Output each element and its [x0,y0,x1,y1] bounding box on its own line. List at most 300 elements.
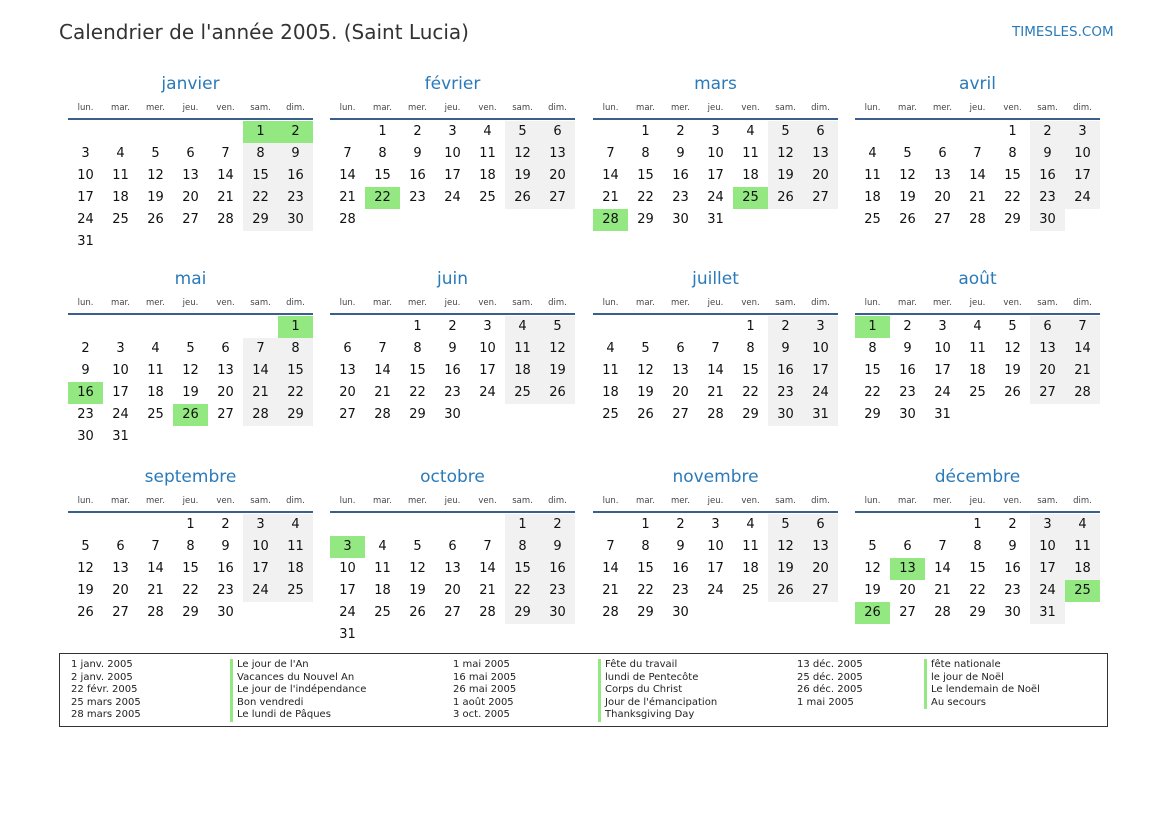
day-cell: 14 [147,561,164,576]
day-cell: 15 [278,360,313,382]
legend-holiday-name: Fête du travail [598,659,717,672]
day-cell: 17 [707,561,724,576]
day-cell: 21 [374,385,391,400]
day-cell: 17 [934,363,951,378]
legend-date: 1 mai 2005 [453,659,510,670]
holiday-day-cell: 1 [243,121,278,143]
day-cell: 18 [505,360,540,382]
legend-holiday-name: Vacances du Nouvel An [230,672,366,685]
weekday-label: sam. [512,103,533,113]
weekday-label: ven. [1003,298,1022,308]
weekday-label: lun. [602,103,619,113]
legend-date: 16 mai 2005 [453,671,517,683]
day-cell: 14 [707,363,724,378]
day-cell: 13 [803,536,838,558]
day-cell: 25 [112,212,129,227]
day-cell: 18 [1065,558,1100,580]
day-cell: 2 [448,319,457,334]
weekday-label: jeu. [707,298,724,308]
day-cell: 3 [483,319,492,334]
day-cell: 12 [1004,341,1021,356]
day-grid [68,514,313,646]
weekday-label: mar. [373,496,392,506]
day-cell: 14 [339,168,356,183]
day-cell: 11 [112,168,129,183]
day-cell: 9 [81,363,90,378]
day-cell: 6 [186,146,195,161]
day-cell: 25 [479,190,496,205]
weekday-label: mar. [898,298,917,308]
weekday-header [330,103,575,116]
day-cell: 4 [483,124,492,139]
day-cell: 21 [602,583,619,598]
weekday-label: dim. [286,298,305,308]
weekday-header [593,496,838,509]
day-cell: 30 [768,404,803,426]
day-cell: 5 [81,539,90,554]
legend-dates-col-3 [797,659,863,709]
day-cell: 23 [899,385,916,400]
day-cell: 30 [672,212,689,227]
day-cell: 29 [182,605,199,620]
day-cell: 19 [147,190,164,205]
day-cell: 27 [803,580,838,602]
month-divider [593,511,838,513]
day-cell: 26 [1004,385,1021,400]
day-cell: 4 [151,341,160,356]
day-cell: 16 [444,363,461,378]
day-cell: 15 [505,558,540,580]
day-cell: 26 [637,407,654,422]
weekday-label: jeu. [969,298,986,308]
weekday-label: ven. [478,103,497,113]
day-cell: 31 [112,429,129,444]
day-cell: 3 [116,341,125,356]
day-cell: 25 [864,212,881,227]
weekday-header [68,103,313,116]
day-cell: 1 [641,517,650,532]
day-cell: 11 [742,539,759,554]
day-cell: 24 [934,385,951,400]
day-cell: 5 [768,514,803,536]
legend-holiday-name: Thanksgiving Day [598,709,717,722]
day-cell: 28 [479,605,496,620]
weekday-label: mar. [898,496,917,506]
holiday-day-cell: 22 [365,187,400,209]
day-cell: 1 [641,124,650,139]
month-name: mai [174,269,207,289]
month-name: juillet [692,269,739,289]
day-cell: 31 [707,212,724,227]
holiday-day-cell: 28 [593,209,628,231]
day-cell: 30 [540,602,575,624]
day-cell: 28 [934,605,951,620]
day-cell: 7 [973,146,982,161]
day-cell: 15 [182,561,199,576]
day-cell: 13 [217,363,234,378]
day-cell: 12 [505,143,540,165]
weekday-label: mer. [146,103,165,113]
day-cell: 8 [641,146,650,161]
holiday-day-cell: 1 [278,316,313,338]
day-grid [593,316,838,448]
weekday-label: jeu. [969,496,986,506]
weekday-label: mer. [933,298,952,308]
legend-date: 26 déc. 2005 [797,684,863,696]
day-cell: 31 [934,407,951,422]
weekday-label: dim. [811,496,830,506]
month-name: novembre [672,467,759,487]
day-cell: 6 [448,539,457,554]
day-cell: 24 [243,580,278,602]
weekday-label: mer. [408,103,427,113]
day-cell: 4 [973,319,982,334]
day-cell: 2 [1008,517,1017,532]
day-cell: 9 [221,539,230,554]
weekday-label: lun. [77,496,94,506]
weekday-label: lun. [77,103,94,113]
day-cell: 21 [602,190,619,205]
day-cell: 5 [1008,319,1017,334]
day-cell: 19 [768,165,803,187]
day-cell: 14 [479,561,496,576]
day-cell: 25 [278,580,313,602]
day-cell: 5 [868,539,877,554]
day-cell: 6 [1030,316,1065,338]
weekday-header [593,103,838,116]
weekday-label: lun. [602,298,619,308]
day-cell: 29 [243,209,278,231]
weekday-label: mar. [636,298,655,308]
day-cell: 9 [1008,539,1017,554]
day-cell: 4 [868,146,877,161]
day-grid [855,316,1100,448]
day-cell: 4 [746,124,755,139]
weekday-label: jeu. [444,298,461,308]
day-cell: 11 [147,363,164,378]
month-divider [593,313,838,315]
day-cell: 18 [112,190,129,205]
day-cell: 4 [606,341,615,356]
day-cell: 14 [374,363,391,378]
day-cell: 21 [479,583,496,598]
day-cell: 1 [378,124,387,139]
weekday-label: sam. [250,496,271,506]
brand-link[interactable]: TIMESLES.COM [1012,24,1114,40]
day-cell: 16 [217,561,234,576]
day-cell: 24 [77,212,94,227]
day-cell: 15 [969,561,986,576]
day-cell: 17 [803,360,838,382]
day-cell: 25 [505,382,540,404]
month-name: avril [959,74,996,94]
day-cell: 7 [343,146,352,161]
day-cell: 16 [672,168,689,183]
weekday-label: mar. [111,298,130,308]
weekday-label: ven. [1003,496,1022,506]
day-cell: 11 [505,338,540,360]
day-cell: 7 [378,341,387,356]
day-cell: 9 [1030,143,1065,165]
day-cell: 10 [934,341,951,356]
day-cell: 24 [112,407,129,422]
month-divider [855,118,1100,120]
day-cell: 30 [672,605,689,620]
day-cell: 24 [707,583,724,598]
legend-holiday-name: Le jour de l'indépendance [230,684,366,697]
day-cell: 1 [505,514,540,536]
day-cell: 9 [768,338,803,360]
day-cell: 16 [672,561,689,576]
day-cell: 2 [903,319,912,334]
day-cell: 14 [243,360,278,382]
day-cell: 7 [606,146,615,161]
day-cell: 25 [742,583,759,598]
day-cell: 29 [742,407,759,422]
day-cell: 28 [217,212,234,227]
day-cell: 29 [637,605,654,620]
day-cell: 3 [711,124,720,139]
day-cell: 16 [409,168,426,183]
day-cell: 17 [112,385,129,400]
weekday-label: jeu. [707,103,724,113]
holiday-day-cell: 25 [1065,580,1100,602]
day-cell: 14 [1065,338,1100,360]
day-cell: 8 [641,539,650,554]
weekday-label: mar. [636,103,655,113]
day-cell: 9 [903,341,912,356]
weekday-label: sam. [1037,103,1058,113]
day-cell: 3 [938,319,947,334]
day-cell: 10 [77,168,94,183]
day-cell: 14 [969,168,986,183]
day-cell: 23 [217,583,234,598]
legend-holiday-name: fête nationale [924,659,1040,672]
day-cell: 16 [1004,561,1021,576]
day-cell: 9 [413,146,422,161]
day-cell: 12 [182,363,199,378]
weekday-label: mar. [373,103,392,113]
day-grid [330,316,575,448]
day-cell: 10 [444,146,461,161]
day-cell: 23 [540,580,575,602]
day-cell: 4 [378,539,387,554]
day-cell: 10 [707,539,724,554]
legend-holiday-name: Le jour de l'An [230,659,366,672]
day-cell: 22 [278,382,313,404]
day-cell: 31 [339,627,356,642]
day-cell: 9 [278,143,313,165]
month-divider [330,118,575,120]
day-cell: 30 [444,407,461,422]
day-cell: 11 [864,168,881,183]
legend-names-col-2 [598,659,717,722]
day-cell: 27 [339,407,356,422]
day-cell: 17 [77,190,94,205]
day-grid [330,121,575,253]
day-cell: 7 [243,338,278,360]
day-cell: 23 [768,382,803,404]
day-cell: 11 [374,561,391,576]
day-cell: 19 [1004,363,1021,378]
holiday-day-cell: 2 [278,121,313,143]
legend-date: 28 mars 2005 [71,709,141,721]
day-cell: 15 [637,168,654,183]
day-cell: 30 [217,605,234,620]
day-cell: 1 [186,517,195,532]
month-divider [330,313,575,315]
day-cell: 7 [938,539,947,554]
day-cell: 1 [1008,124,1017,139]
day-cell: 8 [868,341,877,356]
weekday-label: sam. [775,298,796,308]
weekday-label: mer. [671,298,690,308]
day-cell: 26 [77,605,94,620]
day-cell: 19 [899,190,916,205]
day-cell: 25 [147,407,164,422]
day-cell: 12 [147,168,164,183]
day-cell: 20 [339,385,356,400]
day-cell: 25 [602,407,619,422]
weekday-label: sam. [775,103,796,113]
day-cell: 12 [768,143,803,165]
day-grid [855,514,1100,646]
day-cell: 7 [221,146,230,161]
day-cell: 15 [742,363,759,378]
holiday-day-cell: 13 [890,558,925,580]
legend-date: 1 mai 2005 [797,696,854,708]
legend-holiday-name: Au secours [924,697,1040,710]
day-cell: 9 [676,146,685,161]
legend-date: 22 févr. 2005 [71,684,138,696]
weekday-label: dim. [811,298,830,308]
day-cell: 23 [672,583,689,598]
day-cell: 27 [540,187,575,209]
weekday-label: mer. [408,298,427,308]
legend-date: 1 août 2005 [453,696,514,708]
legend-names-col-1 [230,659,366,722]
weekday-label: sam. [250,103,271,113]
weekday-label: ven. [1003,103,1022,113]
day-cell: 17 [444,168,461,183]
month-divider [68,511,313,513]
day-cell: 22 [182,583,199,598]
day-cell: 23 [77,407,94,422]
day-cell: 22 [637,190,654,205]
day-cell: 6 [221,341,230,356]
day-cell: 15 [637,561,654,576]
weekday-header [593,298,838,311]
day-cell: 17 [479,363,496,378]
day-cell: 27 [803,187,838,209]
day-cell: 23 [278,187,313,209]
day-cell: 2 [413,124,422,139]
day-cell: 8 [378,146,387,161]
weekday-label: sam. [250,298,271,308]
weekday-label: lun. [77,298,94,308]
day-cell: 3 [81,146,90,161]
day-cell: 13 [934,168,951,183]
day-cell: 27 [112,605,129,620]
day-cell: 15 [409,363,426,378]
weekday-header [855,496,1100,509]
day-cell: 22 [864,385,881,400]
day-cell: 5 [768,121,803,143]
day-cell: 19 [182,385,199,400]
day-cell: 9 [676,539,685,554]
day-cell: 28 [969,212,986,227]
day-cell: 28 [1065,382,1100,404]
holiday-day-cell: 26 [173,404,208,426]
day-cell: 9 [448,341,457,356]
day-cell: 7 [1065,316,1100,338]
day-cell: 13 [540,143,575,165]
day-cell: 22 [1004,190,1021,205]
day-cell: 8 [186,539,195,554]
day-cell: 17 [1065,165,1100,187]
day-cell: 10 [243,536,278,558]
day-cell: 16 [278,165,313,187]
weekday-label: jeu. [707,496,724,506]
weekday-label: lun. [339,496,356,506]
day-cell: 27 [182,212,199,227]
weekday-label: lun. [864,496,881,506]
legend-holiday-name: Corps du Christ [598,684,717,697]
weekday-label: dim. [1073,298,1092,308]
day-cell: 21 [969,190,986,205]
weekday-label: dim. [286,496,305,506]
weekday-label: dim. [286,103,305,113]
day-cell: 29 [1004,212,1021,227]
weekday-label: ven. [741,298,760,308]
day-grid [68,316,313,448]
day-cell: 12 [637,363,654,378]
weekday-label: jeu. [182,103,199,113]
day-grid [593,514,838,646]
day-cell: 6 [343,341,352,356]
day-cell: 10 [1065,143,1100,165]
holiday-day-cell: 16 [68,382,103,404]
day-cell: 30 [278,209,313,231]
day-cell: 20 [217,385,234,400]
day-cell: 17 [1030,558,1065,580]
weekday-label: mer. [408,496,427,506]
day-cell: 20 [934,190,951,205]
day-cell: 3 [1030,514,1065,536]
day-cell: 22 [637,583,654,598]
day-cell: 21 [147,583,164,598]
day-cell: 18 [742,168,759,183]
day-cell: 21 [1065,360,1100,382]
legend-date: 1 janv. 2005 [71,659,133,670]
month-name: janvier [161,74,220,94]
weekday-label: ven. [478,496,497,506]
day-cell: 11 [602,363,619,378]
weekday-label: jeu. [182,298,199,308]
day-cell: 2 [676,517,685,532]
weekday-label: jeu. [969,103,986,113]
day-cell: 28 [243,404,278,426]
day-cell: 18 [864,190,881,205]
day-cell: 12 [540,338,575,360]
day-cell: 22 [243,187,278,209]
month-name: février [424,74,481,94]
day-cell: 2 [676,124,685,139]
day-cell: 20 [540,165,575,187]
day-cell: 3 [803,316,838,338]
legend-holiday-name: lundi de Pentecôte [598,672,717,685]
weekday-label: sam. [512,298,533,308]
